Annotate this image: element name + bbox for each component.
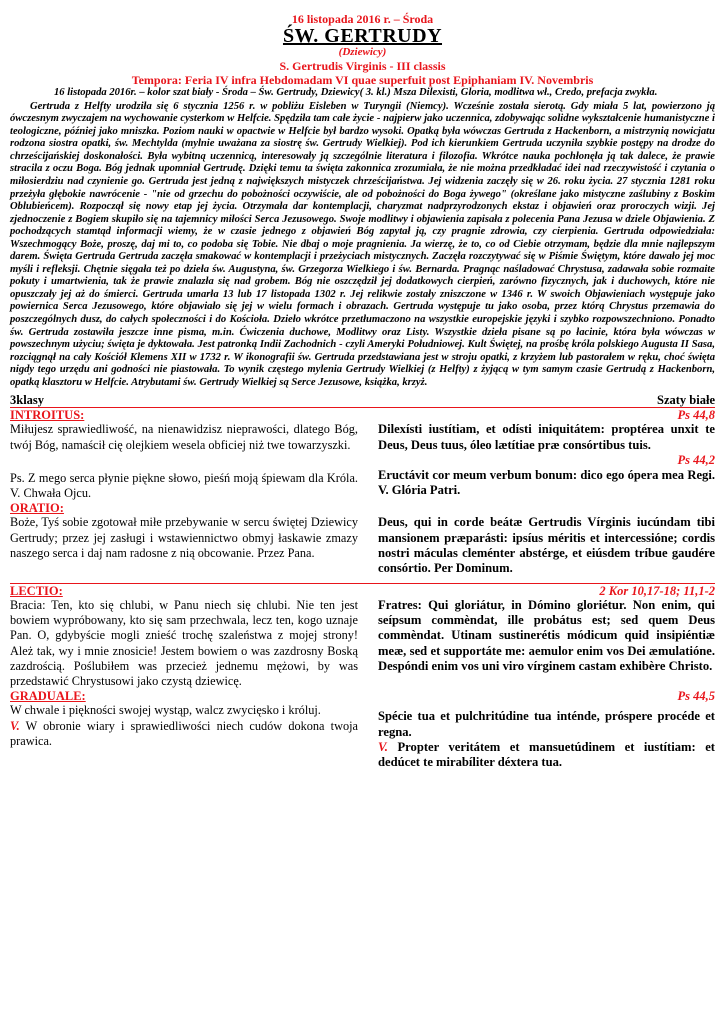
date-heading: 16 listopada 2016 r. – Środa [291,12,434,26]
intro-paragraph [10,87,715,100]
graduale-latin [378,703,715,770]
introitus-latin [378,422,715,501]
class-vestment-row [10,393,715,407]
introitus-polish-antiphon: Miłujesz sprawiedliwość, na nienawidzisz nieprawości, dlatego Bóg, twój Bóg, namaścił cię olejkiem wesela obficiej niż twe towarzyszki. [10,422,358,452]
graduale-polish [10,703,358,770]
oratio-latin-text: Deus, qui in corde beátæ Gertrudis Vírginis iucúndam tibi mansionem præparásti: ipsíus méritis et intercessióne; cordis nostri máculas cleménter abstérge, et eiúsdem tríbue gaudére consórtio. Per Dominum. [378,515,715,576]
page-title: ŚW. GERTRUDY [282,25,443,47]
introitus-label: INTROITUS: [10,408,85,423]
graduale-polish-verse-1: W chwale i piękności swojej wystąp, walcz zwycięsko i króluj. [10,703,321,718]
graduale-latin-verse-1: Spécie tua et pulchritúdine tua inténde, próspere procéde et regna. [378,709,715,739]
class-label: 3klasy [10,393,45,408]
introitus-polish [10,422,358,501]
lectio-columns [10,598,715,690]
graduale-columns [10,703,715,770]
oratio-polish-text: Boże, Tyś sobie zgotował miłe przebywanie w sercu świętej Dziewicy Gertrudy; przez jej zasługi i wstawiennictwo obmyj łaskawie zmazy naszego serca i daj nam radosne z nią obcowanie. Przez Pana. [10,515,358,561]
biography-paragraph [10,101,715,390]
oratio-label: ORATIO: [10,501,64,516]
spacer [10,453,358,471]
lectio-polish: Bracia: Ten, kto się chlubi, w Panu niech się chlubi. Nie ten jest bowiem wypróbowany, kto się sam przechwala, lecz ten, kogo uznaje Pan. O, gdybyście mogli znieść trochę szaleństwa z mojej strony! Ależ tak, wy i mnie znosicie! Jestem bowiem o was zazdrosny Boską zazdrością. Poślubiłem was przecież jednemu mężowi, by was przedstawić Chrystusowi jako czystą dziewicę. [10,597,358,689]
missal-page [10,0,715,771]
tempora-line: Tempora: Feria IV infra Hebdomadam VI quae superfuit post Epiphaniam IV. Novembris [131,73,594,87]
introitus-latin-antiphon: Dilexísti iustítiam, et odísti iniquitátem: proptérea unxit te Deus, Deus tuus, óleo lætítiae præ consórtibus tuis. [378,422,715,452]
lectio-header [10,583,715,598]
introitus-columns [10,422,715,501]
lectio-label: LECTIO: [10,583,63,598]
feast-classis: S. Gertrudis Virginis - III classis [279,59,446,73]
graduale-polish-verse-2-text: W obronie wiary i sprawiedliwości niech cudów dokona twoja prawica. [10,718,358,749]
graduale-reference: Ps 44,5 [677,689,715,704]
graduale-latin-verse-2-text: Propter veritátem et mansuetúdinem et iustítiam: et dedúcet te mirabíliter déxtera tua. [378,740,716,770]
versicle-mark: V. [10,718,20,733]
introitus-header [10,407,715,422]
versicle-mark: V. [378,740,388,755]
graduale-latin-verse-2 [378,740,715,771]
spacer [378,501,715,515]
lectio-latin: Fratres: Qui gloriátur, in Dómino gloriétur. Non enim, qui seípsum commèndat, ille probátus est; sed quem Deus commèndat. Utinam sustinerétis módicum quid insipiéntiæ meæ, sed et supportáte me: aemulor enim vos Dei æmulatióne. Despóndi enim vos uni viro vírginem castam exhibère Christo. [378,597,715,673]
lectio-reference: 2 Kor 10,17-18; 11,1-2 [599,583,715,598]
vestment-label: Szaty białe [657,393,715,408]
graduale-polish-verse-2 [10,719,358,750]
introitus-psalm-reference: Ps 44,2 [677,452,715,467]
graduale-label: GRADUALE: [10,689,86,704]
graduale-header [10,689,715,703]
saint-category: (Dziewicy) [338,46,387,58]
introitus-latin-psalm: Eructávit cor meum verbum bonum: dico ego ópera mea Regi. V. Glória Patri. [378,467,715,498]
intro-text: 16 listopada 2016r. – kolor szat biały - Środa – Św. Gertrudy, Dziewicy( 3. kl.) Msza Dilexisti, Gloria, modlitwa wł., Credo, prefacja zwykła. [54,87,658,98]
introitus-reference: Ps 44,8 [677,408,715,423]
biography-text: Gertruda z Helfty urodziła się 6 stycznia 1256 r. w pobliżu Eisleben w Turyngii (Niemcy). Wcześnie została sierotą. Gdy miała 5 lat, powierzono ją ówczesnym zwyczajem na wychowanie cysterkom w Helfcie. Spędziła tam całe życie - najpierw jako uczennica, zdobywając solidne wykształcenie humanistyczne i teologiczne, później jako mniszka. Poziom nauki w opactwie w Helfcie był bardzo wysoki. Opatką była wówczas Gertruda z Hackenborn, a mistrzynią nowicjatu rodzona siostra opatki, św. Mechtylda (mylnie uważana za siostrę św. Gertrudy Wielkiej). Pod ich kierunkiem Gertruda uczyniła szybkie postępy na drodze do chrześcijańskiej doskonałości. Była wybitną uczennicą, interesowały ją szczególnie literatura i filozofia. Wkrótce nauka pochłonęła ją tak dalece, że prawie stracila z oczu Boga. Bóg jednak upomniał Gertrudę. Dzięki temu ta święta zakonnica zrozumiała, że nie można przedkładać idei nad rzeczywistość i czytania o miłosierdziu nad czynienie go. Gertruda jest jedną z największych mistyczek chrześcijaństwa. Jej widzenia zaczęły się w 26. roku życia. 27 stycznia 1281 roku przeżyła głębokie nawrócenie - "nie od grzechu do pobożności oczywiście, ale od pobożności do Boga żywego" (określane jako mistyczne zaślubiny z Boskim Oblubieńcem). Rozpoczął się nowy etap jej życia. Otrzymała dar kontemplacji, charyzmat nadprzyrodzonych ekstaz i objawień oraz proroczych wizji. Jej zjednoczenie z Bogiem skupiło się na tajemnicy miłości Serca Jezusowego. Swoje modlitwy i objawienia zapisała z polecenia Pana Jezusa w dziele Objawienia. Z pochodzących stamtąd informacji wiemy, że w czasie jednego z objawień Bóg zapytał ją, czy pragnie zdrowia, czy cierpienia. Gertruda odpowiedziała: Wszechmogący Boże, proszę, daj mi to, co podoba się Tobie. Nie dbaj o moje pragnienia. Ja wierzę, że to, co od Ciebie otrzymam, będzie dla mnie najlepszym darem. Święta Gertruda Gertruda zaczęła smakować w kontemplacji i przeżyciach mistycznych. Zaczęła rozczytywać się w Piśmie Świętym, które dawało jej moc myśli i refleksji. Chętnie sięgała też po dzieła św. Augustyna, św. Grzegorza Wielkiego i św. Bernarda. Pragnąc naśladować Chrystusa, zadawała sobie rozmaite pokuty i umartwienia, tak że prawie znalazła się nad grobem. Bóg nie oszczędził jej dodatkowych cierpień, zarówno fizycznych, jak i duchowych, które nie opuszczały jej aż do śmierci. Gertruda umarła 13 lub 17 listopada 1302 r. Jej relikwie zostały zniszczone w 1346 r. W swoich Objawieniach występuje jako powiernica Serca Jezusowego, które objawiało się jej w wielu formach i obrazach. Gertruda występuje tu jako osoba, przez którą Chrystus przemawia do poszczególnych dusz, do całych społeczności i do Kościoła. Dzieło wkrótce przetłumaczono na wszystkie europejskie języki i szybko rozpowszechniono. Ponadto św. Gertruda zostawiła jeszcze inne pisma, m.in. Ćwiczenia duchowe, Modlitwy oraz Listy. Wszystkie dzieła pisane są po łacinie, która była wówczas w powszechnym użyciu; święta je dyktowała. Jest patronką Indii Zachodnich - czyli Ameryki Południowej. Kult Świętej, na prośbę króla polskiego Augusta II Sasa, rozciągnął na cały Kościół Klemens XII w 1732 r. W ikonografii św. Gertruda przedstawiana jest w stroju opatki, z krzyżem lub pastorałem w ręku, choć święta nigdy tego urzędu ani godności nie piastowała. To wynik częstego mylenia Gertrudy Wielkiej (z Helfty) z żyjącą w tym samym czasie Gertrudą z Hackenborn, opatką klasztoru w Helfcie. Atrybutami św. Gertrudy Wielkiej są Serce Jezusowe, książka, krzyż. [10,100,715,388]
oratio-columns [10,501,715,576]
oratio-polish [10,501,358,576]
oratio-latin [378,501,715,576]
introitus-polish-psalm: Ps. Z mego serca płynie piękne słowo, pieśń moją śpiewam dla Króla. V. Chwała Ojcu. [10,470,358,501]
